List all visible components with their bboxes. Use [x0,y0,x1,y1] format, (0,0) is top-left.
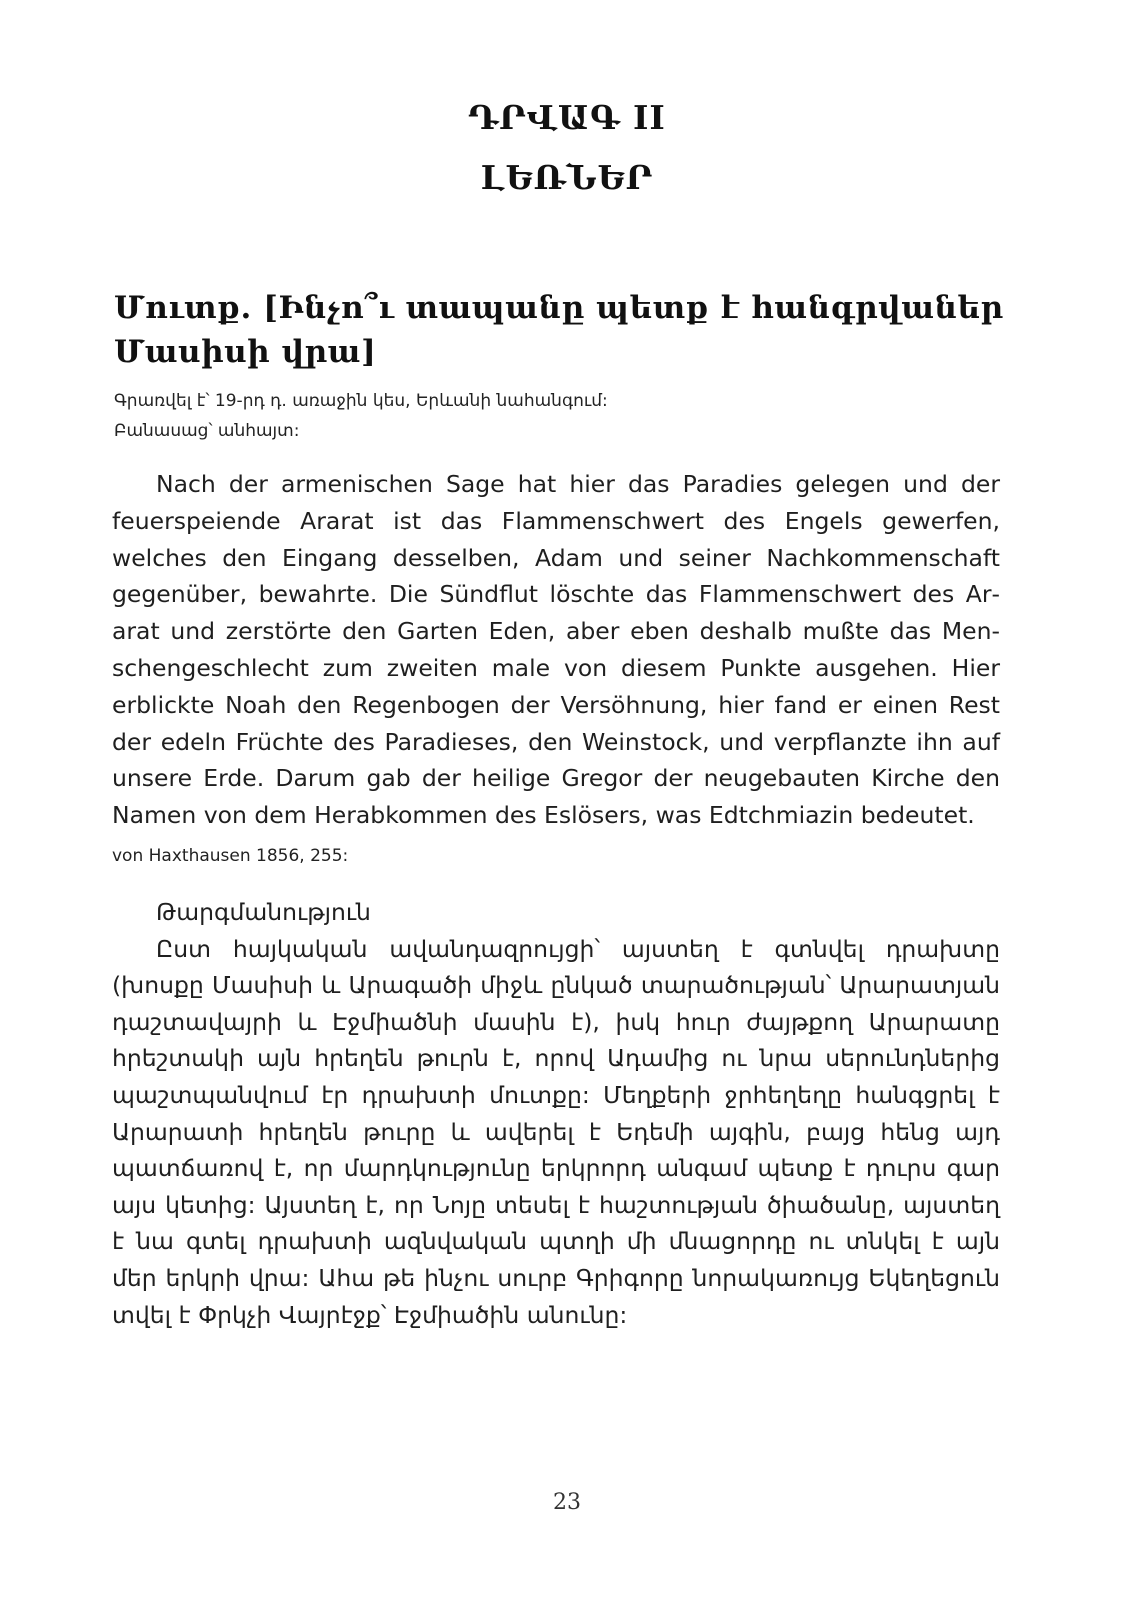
record-metadata [114,386,1014,446]
translation-block [112,894,1000,1333]
german-quote: Nach der armenischen Sage hat hier das Paradies gelegen und der feuerspeiende Ararat ist das Flammenschwert des Engels gewerfen, welches den Eingang desselben, Adam und seiner Nachkommenschaft gegenüber, bewahrte. Die Sündflut löschte das Flammenschwert des Ararat und zerstörte den Garten Eden, aber eben deshalb mußte das Menschengeschlecht zum zweiten male von diesem Punkte ausgehen. Hier erblickte Noah den Regenbogen der Versöhnung, hier fand er einen Rest der edeln Früchte des Paradieses, den Weinstock, und verpflanzte ihn auf unsere Erde. Darum gab der heilige Gregor der neugebauten Kirche den Namen von dem Herabkommen des Eslösers, was Edtchmiazin bedeutet. [112,470,1000,830]
recording-info: Գրառվել է՝ 19-րդ դ. առաջին կես, Երևանի նահանգում: [114,391,608,411]
citation: von Haxthausen 1856, 255: [112,846,349,866]
translation-text: Ըստ հայկական ավանդազրույցի՝ այստեղ է գտնվել դրախտը (խոսքը Մասիսի և Արագածի միջև ընկած տարածության՝ Արարատյան դաշտավայրի և Էջմիածնի մասին է), իսկ հուր ժայթքող Արարատը հրեշտակի այն հրեղեն թուրն է, որով Ադամից ու նրա սերունդներից պաշտպանվում էր դրախտի մուտքը: Մեղքերի ջրհեղեղը հանգցրել է Արարատի հրեղեն թուրը և ավերել է Եդեմի այգին, բայց հենց այդ պատճառով է, որ մարդկությունը երկրորդ անգամ պետք է դուրս գար այս կետից: Այստեղ է, որ Նոյը տեսել է հաշտության ծիածանը, այստեղ է նա գտել դրախտի ազնվական պտղի մի մնացորդը ու տնկել է այն մեր երկրի վրա: Ահա թե ինչու սուրբ Գրիգորը նորակառույց Եկեղեցուն տվել է Փրկչի Վայրէջք՝ Էջմիածին անունը: [112,934,1000,1329]
chapter-title: ԼԵՌՆԵՐ [480,158,654,197]
page-number: 23 [553,1490,581,1515]
chapter-heading [0,88,1134,208]
chapter-number: ԴՐՎԱԳ II [468,98,666,137]
translation-heading: Թարգմանություն [156,898,371,926]
narrator-info: Բանասաց՝ անհայտ: [114,421,300,441]
section-title: Մուտք. [Ինչո՞ւ տապանը պետք է հանգրվաներ Մասիսի վրա] [114,290,1004,370]
